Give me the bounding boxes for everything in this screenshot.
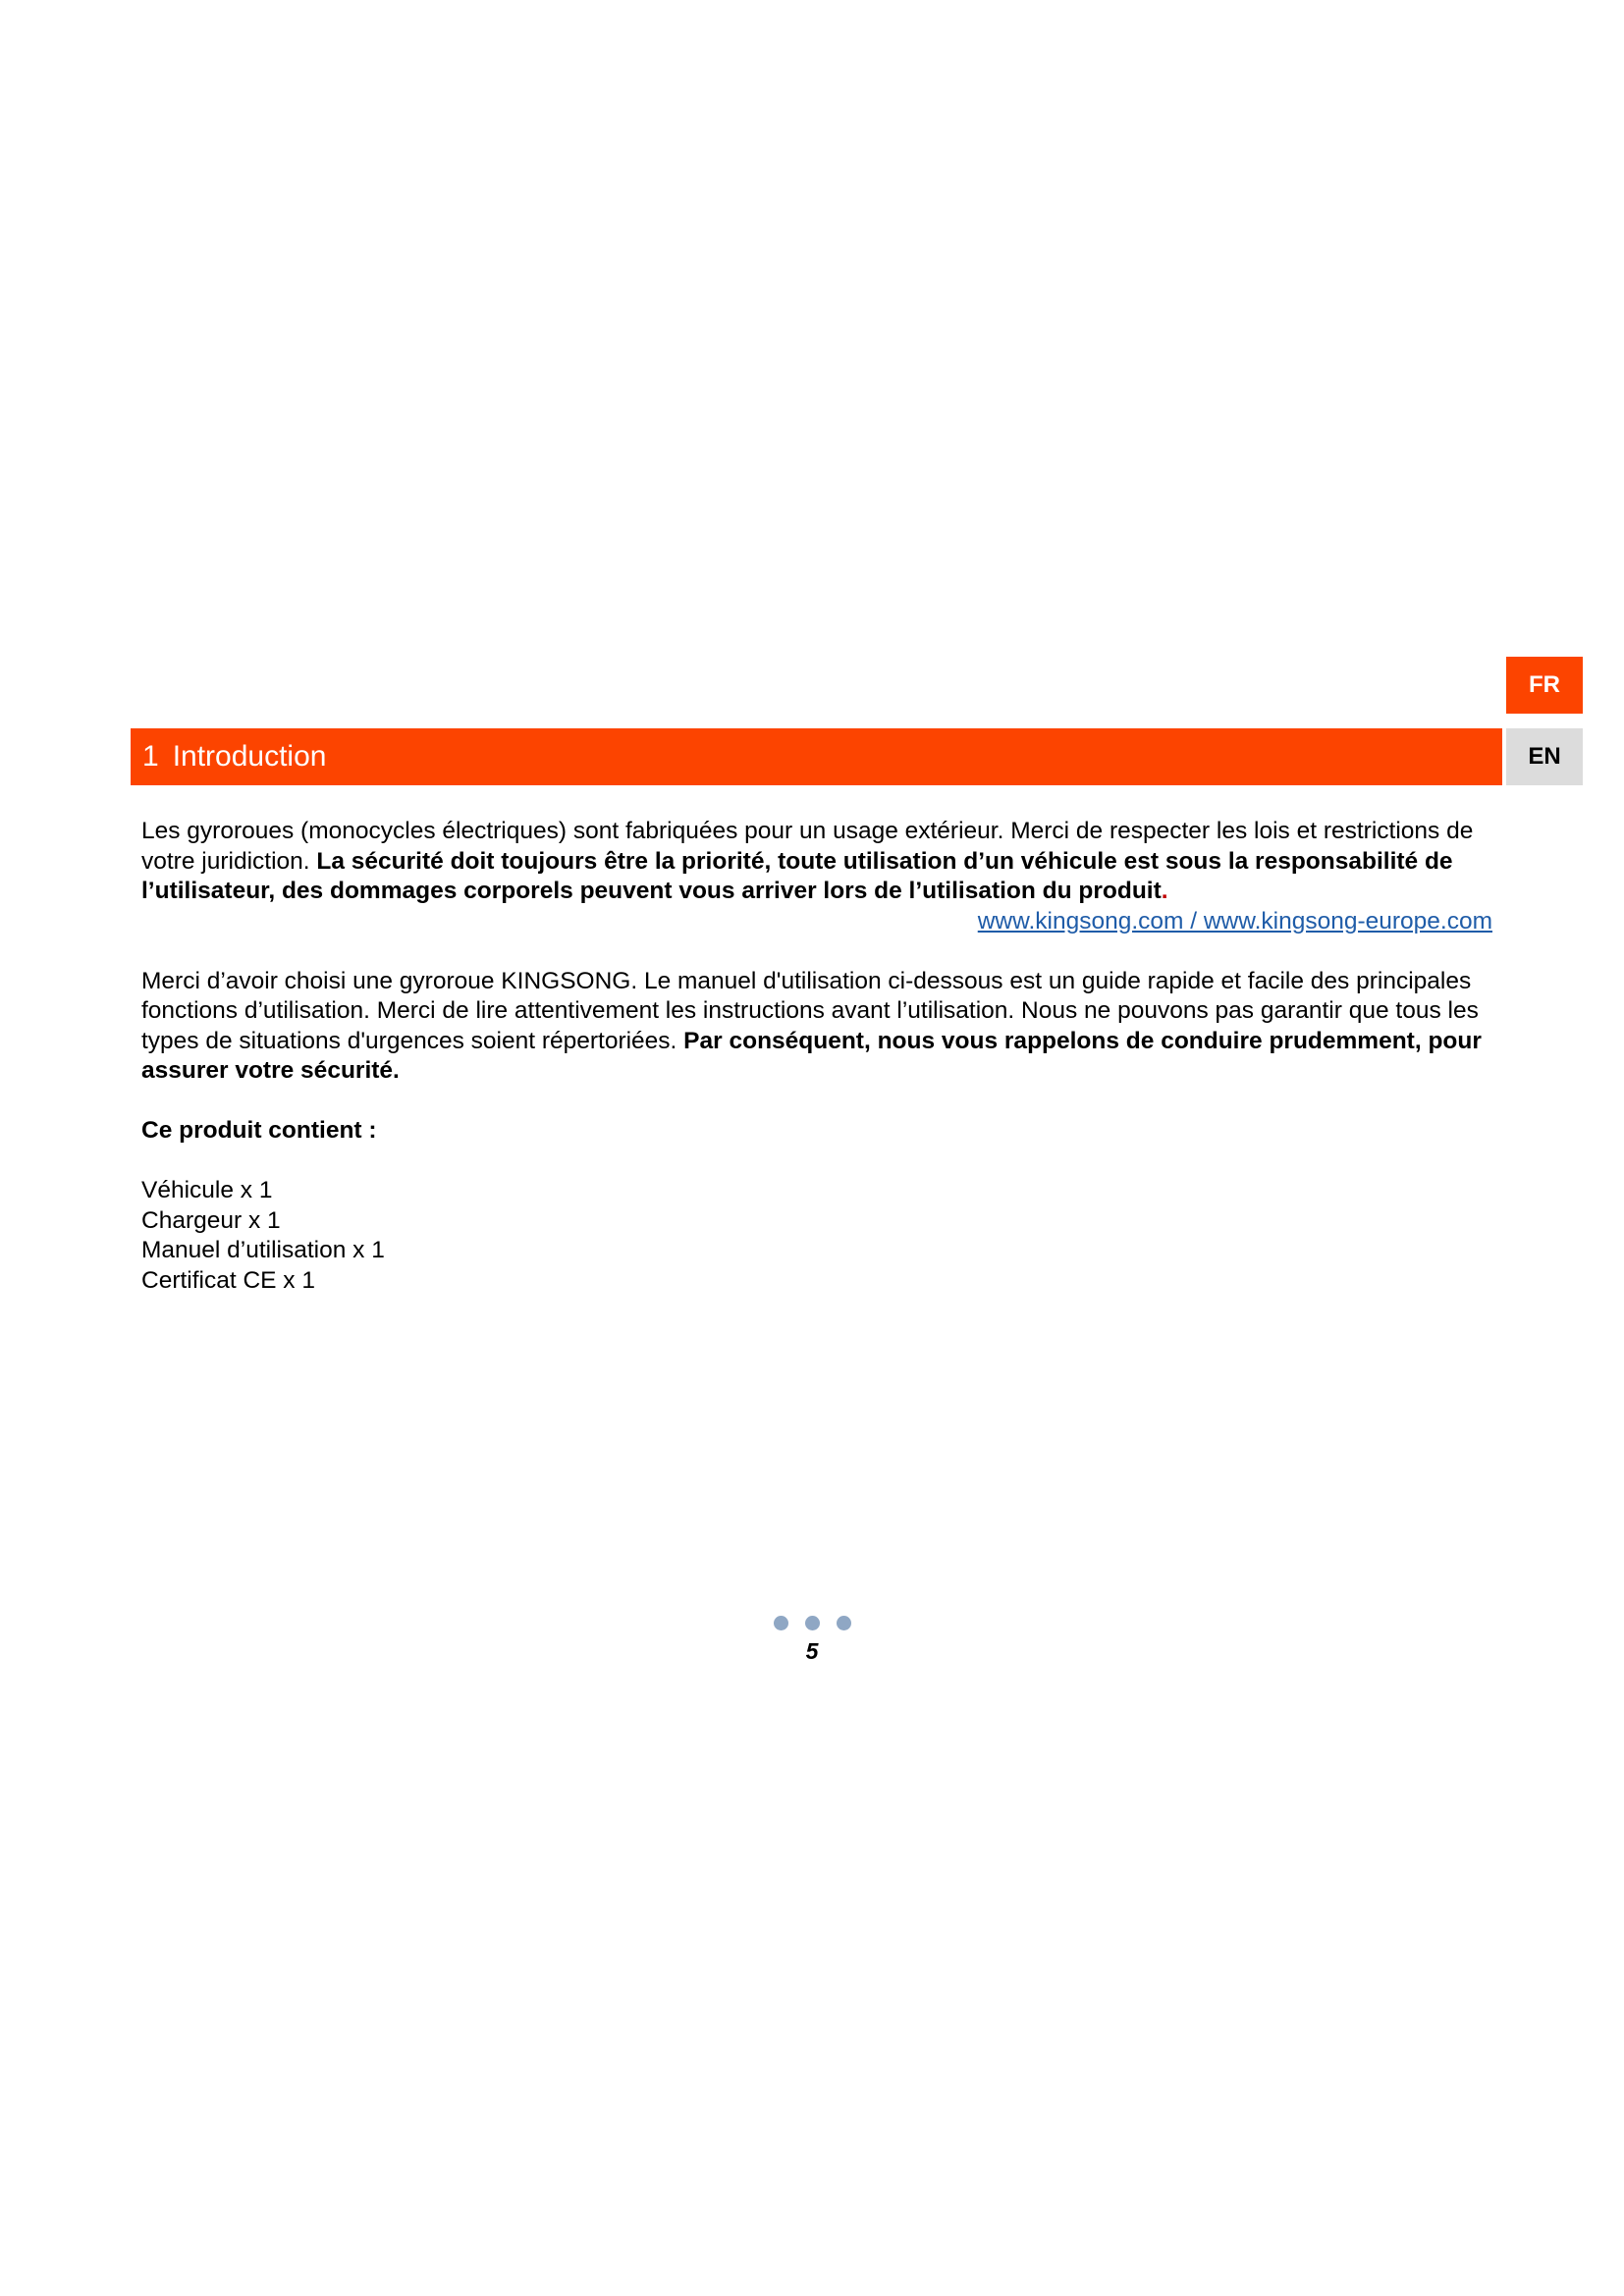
list-item: Véhicule x 1: [141, 1177, 273, 1203]
section-number: 1: [142, 740, 159, 773]
page-footer: [0, 1616, 1624, 1665]
thanks-text: Merci d’avoir choisi une gyroroue KINGSONG. Le manuel d'utilisation ci-dessous est un guide rapide et facile des principales fonctions d’utilisation. Merci de lire attentivement les instructions avant l’utilisation. Nous ne pouvons pas garantir que tous les types de situations d'urgences soient répertoriées.: [141, 967, 1479, 1054]
list-item: Certificat CE x 1: [141, 1266, 315, 1294]
list-item: Manuel d’utilisation x 1: [141, 1237, 385, 1263]
dot-icon: [805, 1616, 820, 1630]
section-header: [131, 728, 1502, 785]
website-links[interactable]: www.kingsong.com / www.kingsong-europe.com: [977, 907, 1492, 934]
website-line: [141, 907, 1496, 937]
prudence-warning: Par conséquent, nous vous rappelons de conduire prudemment, pour assurer votre sécurité.: [141, 1027, 1482, 1084]
intro-paragraph-1: [141, 817, 1496, 907]
contents-heading: Ce produit contient :: [141, 1117, 377, 1144]
warning-period: .: [1161, 878, 1168, 904]
page-number: 5: [805, 1638, 819, 1664]
footer-dots: [0, 1616, 1624, 1630]
dot-icon: [774, 1616, 788, 1630]
section-title: Introduction: [172, 740, 327, 773]
list-item: Chargeur x 1: [141, 1206, 281, 1234]
page-content: [141, 817, 1496, 1296]
dot-icon: [837, 1616, 851, 1630]
lang-tab-en[interactable]: EN: [1506, 728, 1583, 785]
lang-tab-fr[interactable]: FR: [1506, 657, 1583, 714]
intro-paragraph-2: [141, 967, 1496, 1087]
intro-text: Les gyroroues (monocycles électriques) sont fabriquées pour un usage extérieur. Merci de respecter les lois et restrictions de votre juridiction.: [141, 818, 1474, 875]
safety-warning: La sécurité doit toujours être la priorité, toute utilisation d’un véhicule est sous la responsabilité de l’utilisateur, des dommages corporels peuvent vous arriver lors de l’utilisation du produit: [141, 847, 1453, 904]
